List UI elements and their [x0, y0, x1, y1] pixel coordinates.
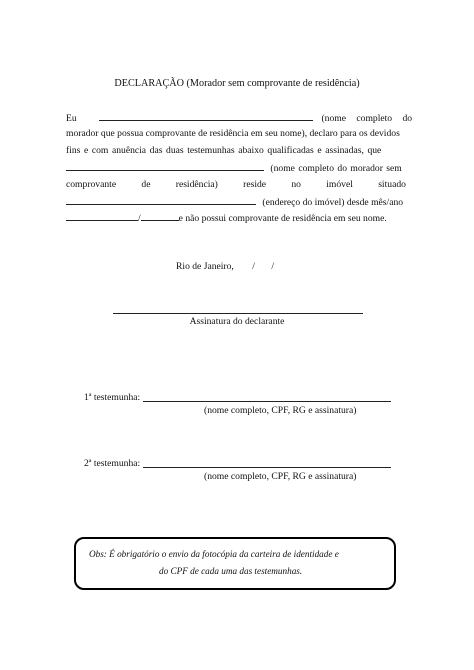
witness-2-line[interactable] — [143, 467, 391, 468]
resident-name-blank[interactable] — [66, 162, 264, 171]
paragraph-line-2: morador que possua comprovante de residência em seu nome), declaro para os devidos — [66, 128, 400, 139]
address-blank[interactable] — [66, 196, 256, 205]
date-separator-2: / — [271, 261, 274, 272]
city-label: Rio de Janeiro, — [176, 261, 234, 272]
paragraph-line-1 — [66, 112, 413, 124]
observation-line-1: Obs: É obrigatório o envio da fotocópia da carteira de identidade e — [89, 549, 339, 559]
name-blank[interactable] — [99, 112, 313, 121]
word: imóvel — [326, 179, 353, 190]
document-title: DECLARAÇÃO (Morador sem comprovante de residência) — [114, 78, 360, 89]
paragraph-line-3: fins e com anuência das duas testemunhas abaixo qualificadas e assinadas, que — [66, 145, 382, 156]
witness-1-line[interactable] — [143, 401, 391, 402]
text-nome-completo: (nome completo do — [321, 113, 413, 124]
word: reside — [243, 179, 267, 190]
date-separator-1: / — [252, 261, 255, 272]
date-separator: / — [138, 213, 141, 224]
text-nome-sem-comprovante: (nome completo do morador sem — [270, 163, 402, 174]
observation-box — [74, 537, 396, 590]
declarant-signature-label: Assinatura do declarante — [189, 316, 285, 327]
text-eu: Eu — [66, 113, 77, 124]
place-date — [176, 261, 274, 272]
word: comprovante — [66, 179, 117, 190]
witness-2-hint: (nome completo, CPF, RG e assinatura) — [204, 471, 357, 482]
word: no — [291, 179, 301, 190]
month-blank[interactable] — [66, 212, 138, 221]
paragraph-line-4 — [66, 162, 402, 174]
paragraph-line-5 — [66, 179, 406, 190]
witness-2-label: 2ª testemunha: — [84, 458, 141, 469]
text-nao-possui: e não possui comprovante de residência em seu nome. — [178, 213, 387, 224]
witness-1-hint: (nome completo, CPF, RG e assinatura) — [204, 405, 357, 416]
text-endereco: (endereço do imóvel) desde mês/ano — [262, 197, 404, 208]
paragraph-line-6 — [66, 196, 403, 208]
declarant-signature-line[interactable] — [113, 313, 363, 314]
witness-1-label: 1ª testemunha: — [84, 392, 141, 403]
observation-line-2: do CPF de cada uma das testemunhas. — [159, 566, 303, 576]
word: situado — [378, 179, 406, 190]
word: de — [141, 179, 151, 190]
year-blank[interactable] — [141, 212, 179, 221]
paragraph-line-7 — [66, 212, 387, 224]
word: residência) — [175, 179, 218, 190]
